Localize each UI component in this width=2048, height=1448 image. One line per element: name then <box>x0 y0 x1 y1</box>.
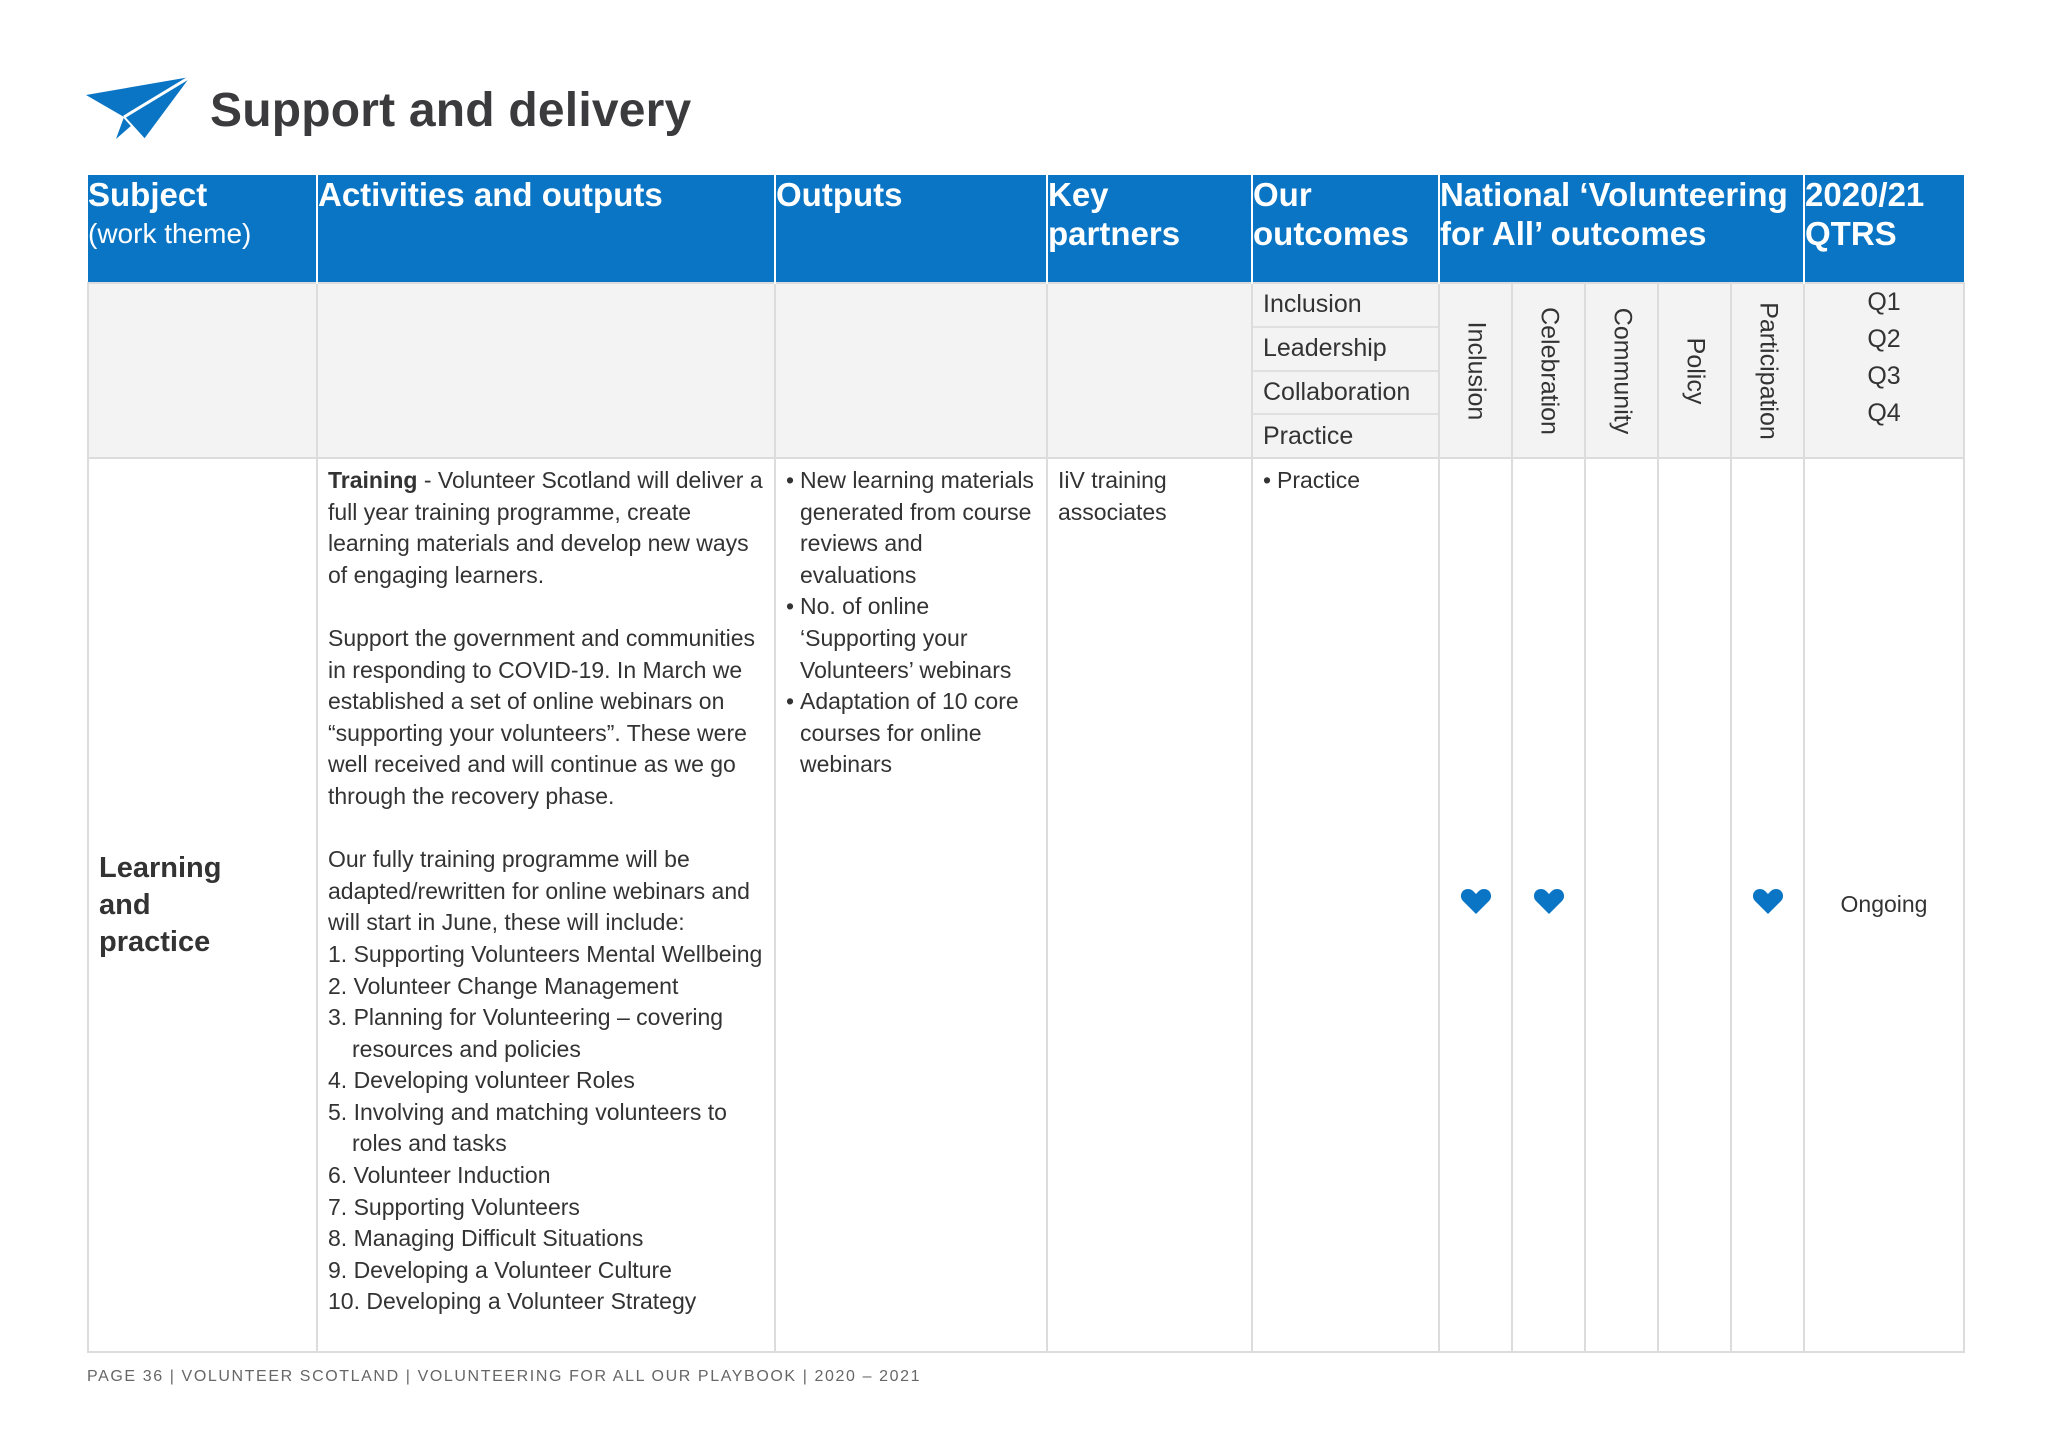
subject-cell <box>88 458 317 1352</box>
list-item: • New learning materials generated from course reviews and evaluations <box>786 465 1036 591</box>
list-item: 10. Developing a Volunteer Strategy <box>328 1288 697 1315</box>
national-outcome-label: Inclusion <box>1462 321 1490 420</box>
our-outcome-list <box>1263 465 1428 497</box>
mark-policy <box>1658 458 1731 1352</box>
subheader-blank <box>1047 283 1252 458</box>
our-outcome-item: Leadership <box>1253 328 1438 372</box>
national-outcome-policy <box>1658 283 1731 458</box>
quarter-label: Q4 <box>1867 399 1901 427</box>
subject-label: Learning and practice <box>99 851 222 958</box>
quarter-label: Q1 <box>1867 288 1901 316</box>
subheader-row <box>88 283 1964 458</box>
activities-cell <box>317 458 775 1352</box>
national-outcome-celebration <box>1512 283 1585 458</box>
list-item: • No. of online ‘Supporting your Volunteers’ webinars <box>786 591 1036 686</box>
national-outcome-participation <box>1731 283 1804 458</box>
header-subject-label: Subject <box>88 176 208 213</box>
list-item: 6. Volunteer Induction <box>328 1162 551 1189</box>
activity-list <box>328 939 764 1318</box>
list-item: 7. Supporting Volunteers <box>328 1193 580 1220</box>
our-outcome-item: Practice <box>1263 421 1354 450</box>
national-outcome-inclusion <box>1439 283 1512 458</box>
list-item: 9. Developing a Volunteer Culture <box>328 1256 672 1283</box>
national-outcome-label: Community <box>1608 307 1636 434</box>
our-outcome-cell <box>1252 458 1439 1352</box>
our-outcome-item: Collaboration <box>1253 372 1438 416</box>
mark-inclusion <box>1439 458 1512 1352</box>
quarter-label: Q3 <box>1867 362 1901 390</box>
list-item: 5. Involving and matching volunteers to roles and tasks <box>328 1098 727 1157</box>
quarters-list <box>1804 283 1964 458</box>
national-outcome-label: Celebration <box>1535 306 1563 435</box>
partners-cell <box>1047 458 1252 1352</box>
our-outcomes-list <box>1252 283 1439 458</box>
subheader-blank <box>88 283 317 458</box>
header-qtrs: 2020/21 QTRS <box>1804 175 1964 283</box>
page-footer: PAGE 36 | VOLUNTEER SCOTLAND | VOLUNTEERING FOR ALL OUR PLAYBOOK | 2020 – 2021 <box>87 1368 922 1385</box>
heart-icon <box>1752 887 1784 915</box>
list-item: 3. Planning for Volunteering – covering resources and policies <box>328 1004 724 1062</box>
paper-plane-icon <box>86 77 192 143</box>
header-national-outcomes: National ‘Volunteering for All’ outcomes <box>1439 175 1804 283</box>
header-row <box>88 175 1964 283</box>
mark-celebration <box>1512 458 1585 1352</box>
subheader-blank <box>317 283 775 458</box>
activity-paragraph <box>328 465 764 591</box>
national-outcome-label: Participation <box>1754 301 1782 440</box>
qtrs-status: Ongoing <box>1804 458 1964 1352</box>
activity-paragraph: Support the government and communities in responding to COVID-19. In March we established a set of online webinars on “supporting your volunteers”. These were well received and will continue as we go through the recovery phase. <box>328 624 756 809</box>
list-item: 4. Developing volunteer Roles <box>328 1067 635 1094</box>
delivery-table <box>87 175 1965 1353</box>
subheader-blank <box>775 283 1047 458</box>
heart-icon <box>1533 887 1565 915</box>
list-item: 1. Supporting Volunteers Mental Wellbeing <box>328 940 763 967</box>
header-subject <box>88 175 317 283</box>
table-row <box>88 458 1964 1352</box>
national-outcome-label: Policy <box>1681 337 1709 404</box>
list-item: • Adaptation of 10 core courses for online webinars <box>786 686 1036 781</box>
header-partners: Key partners <box>1047 175 1252 283</box>
page-title: Support and delivery <box>210 83 692 137</box>
outputs-cell <box>775 458 1047 1352</box>
page-header <box>86 70 691 150</box>
quarter-label: Q2 <box>1867 325 1901 353</box>
activity-lead-text: - Volunteer Scotland will deliver a full year training programme, create learning materials and develop new ways of engaging learners. <box>328 467 763 588</box>
header-outputs: Outputs <box>775 175 1047 283</box>
header-activities: Activities and outputs <box>317 175 775 283</box>
list-item: 8. Managing Difficult Situations <box>328 1225 644 1252</box>
heart-icon <box>1460 887 1492 915</box>
header-subject-sub: (work theme) <box>88 218 252 249</box>
header-our-outcomes: Our outcomes <box>1252 175 1439 283</box>
mark-participation <box>1731 458 1804 1352</box>
activity-lead-bold: Training <box>328 467 418 493</box>
activity-paragraph: Our fully training programme will be adapted/rewritten for online webinars and will start in June, these will include: <box>328 846 750 936</box>
partners-text: IiV training associates <box>1058 467 1167 525</box>
list-item: 2. Volunteer Change Management <box>328 972 679 999</box>
mark-community <box>1585 458 1658 1352</box>
outputs-list <box>786 465 1036 781</box>
national-outcome-community <box>1585 283 1658 458</box>
list-item: • Practice <box>1263 465 1428 497</box>
our-outcome-item: Inclusion <box>1253 284 1438 328</box>
